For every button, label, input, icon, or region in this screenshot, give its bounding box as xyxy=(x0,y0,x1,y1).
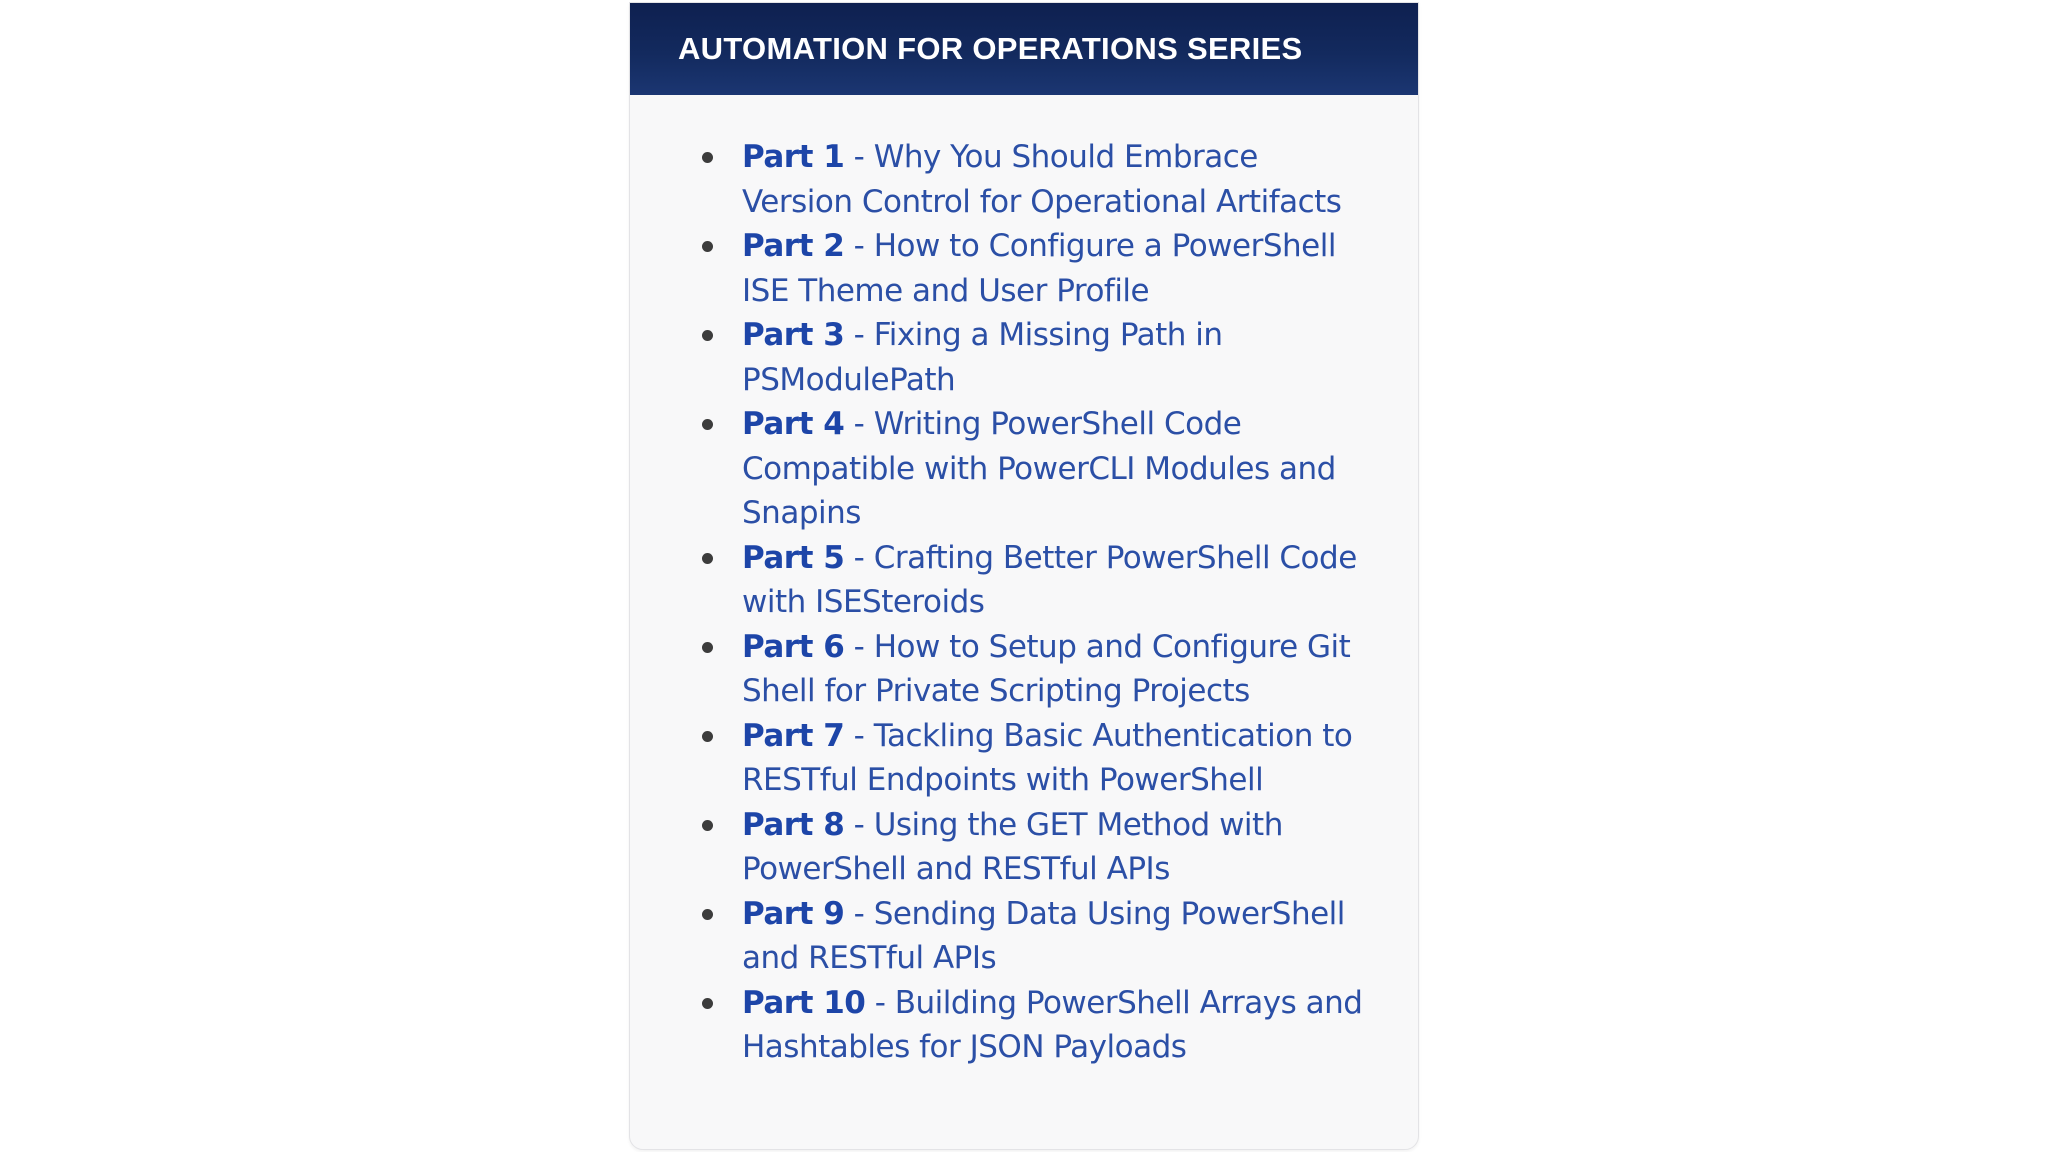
separator: - xyxy=(844,406,874,442)
part-5-link[interactable] xyxy=(742,540,1357,621)
separator: - xyxy=(844,139,874,175)
part-label: Part 3 xyxy=(742,317,845,353)
separator: - xyxy=(844,806,874,843)
separator: - xyxy=(844,628,874,665)
part-label: Part 10 xyxy=(742,984,866,1021)
separator: - xyxy=(844,317,874,353)
part-label: Part 2 xyxy=(742,228,845,264)
part-4-link[interactable] xyxy=(742,406,1336,531)
separator: - xyxy=(844,228,874,264)
part-label: Part 7 xyxy=(742,717,845,754)
part-label: Part 1 xyxy=(742,139,845,175)
separator: - xyxy=(844,717,874,754)
part-label: Part 5 xyxy=(742,539,845,576)
part-title: How to Setup and Configure Git Shell for Private Scripting Projects xyxy=(742,628,1351,709)
part-title: How to Configure a PowerShell ISE Theme and User Profile xyxy=(742,228,1336,309)
separator: - xyxy=(844,539,874,576)
list-item xyxy=(742,981,1368,1070)
list-item xyxy=(742,313,1368,402)
part-9-link[interactable] xyxy=(742,896,1345,977)
list-item xyxy=(742,625,1368,714)
list-item xyxy=(742,135,1368,224)
part-2-link[interactable] xyxy=(742,228,1336,309)
list-item xyxy=(742,803,1368,892)
series-title: AUTOMATION FOR OPERATIONS SERIES xyxy=(678,31,1303,66)
part-title: Using the GET Method with PowerShell and RESTful APIs xyxy=(742,806,1283,887)
separator: - xyxy=(865,984,895,1021)
part-title: Crafting Better PowerShell Code with ISESteroids xyxy=(742,539,1357,620)
part-label: Part 4 xyxy=(742,406,845,442)
part-label: Part 6 xyxy=(742,628,845,665)
part-3-link[interactable] xyxy=(742,317,1223,398)
list-item xyxy=(742,714,1368,803)
part-title: Fixing a Missing Path in PSModulePath xyxy=(742,317,1223,398)
part-7-link[interactable] xyxy=(742,718,1352,799)
list-item xyxy=(742,224,1368,313)
list-item xyxy=(742,892,1368,981)
separator: - xyxy=(844,895,874,932)
part-title: Sending Data Using PowerShell and RESTful APIs xyxy=(742,895,1345,976)
part-title: Building PowerShell Arrays and Hashtables for JSON Payloads xyxy=(742,984,1363,1065)
series-list xyxy=(630,95,1418,1070)
series-box xyxy=(629,2,1419,1150)
list-item xyxy=(742,536,1368,625)
part-label: Part 9 xyxy=(742,895,845,932)
part-title: Why You Should Embrace Version Control for Operational Artifacts xyxy=(742,139,1342,220)
part-label: Part 8 xyxy=(742,806,845,843)
part-8-link[interactable] xyxy=(742,807,1283,888)
part-6-link[interactable] xyxy=(742,629,1350,710)
part-title: Tackling Basic Authentication to RESTful Endpoints with PowerShell xyxy=(742,717,1353,798)
list-item xyxy=(742,402,1368,536)
series-header xyxy=(630,3,1418,95)
part-1-link[interactable] xyxy=(742,139,1341,220)
part-title: Writing PowerShell Code Compatible with PowerCLI Modules and Snapins xyxy=(742,406,1336,531)
part-10-link[interactable] xyxy=(742,985,1362,1066)
